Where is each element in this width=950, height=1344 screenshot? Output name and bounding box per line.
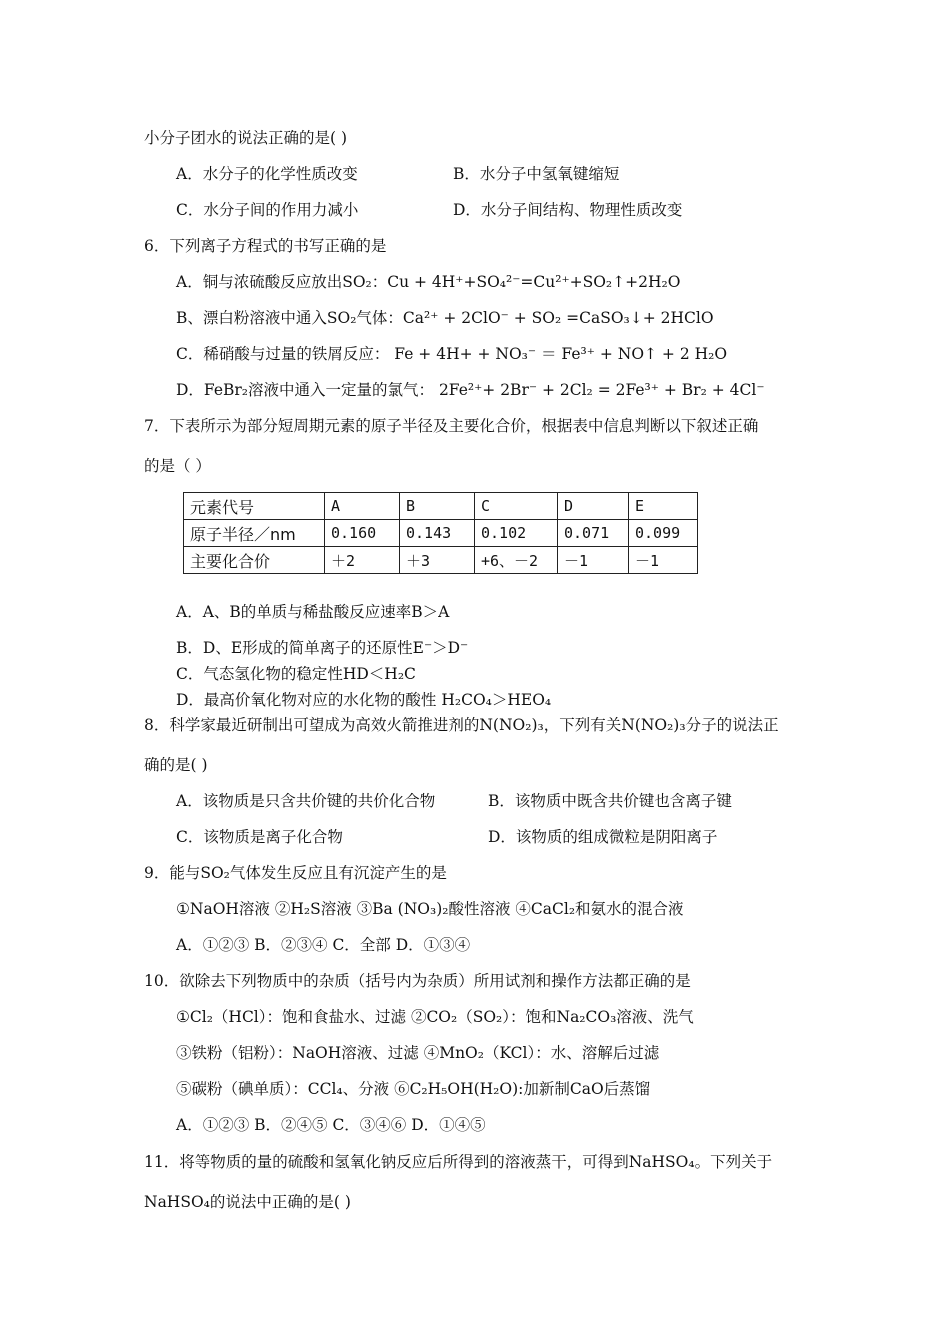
- table-cell: D: [558, 493, 629, 520]
- table-cell: 0.102: [475, 520, 558, 547]
- table-cell: －1: [629, 547, 698, 574]
- table-cell: +6、－2: [475, 547, 558, 574]
- q9-stem: 9．能与SO₂气体发生反应且有沉淀产生的是: [144, 864, 447, 882]
- q10-items-3: ⑤碳粉（碘单质）：CCl₄、分液 ⑥C₂H₅OH(H₂O):加新制CaO后蒸馏: [176, 1080, 651, 1098]
- q7-stem-line2: 的是（ ）: [144, 457, 211, 475]
- q6-option-a: A．铜与浓硫酸反应放出SO₂：Cu + 4H⁺+SO₄²⁻=Cu²⁺+SO₂↑+2H₂O: [176, 273, 681, 291]
- q7-option-d: D．最高价氧化物对应的水化物的酸性 H₂CO₄＞HEO₄: [176, 691, 552, 709]
- q7-option-a: A．A、B的单质与稀盐酸反应速率B＞A: [176, 603, 450, 621]
- table-cell: 主要化合价: [184, 547, 325, 574]
- q9-items: ①NaOH溶液 ②H₂S溶液 ③Ba (NO₃)₂酸性溶液 ④CaCl₂和氨水的混合液: [176, 900, 684, 918]
- q10-options: A．①②③ B．②④⑤ C．③④⑥ D．①④⑤: [176, 1116, 486, 1134]
- q6-option-d: D．FeBr₂溶液中通入一定量的氯气： 2Fe²⁺+ 2Br⁻ + 2Cl₂ = 2Fe³⁺ + Br₂ + 4Cl⁻: [176, 381, 765, 399]
- q7-option-b: B．D、E形成的简单离子的还原性E⁻＞D⁻: [176, 639, 469, 657]
- q5-option-b: B．水分子中氢氧键缩短: [453, 165, 620, 183]
- q8-option-a: A．该物质是只含共价键的共价化合物: [176, 792, 436, 810]
- q11-stem-line2: NaHSO₄的说法中正确的是( ): [144, 1193, 351, 1211]
- table-row: [184, 520, 698, 547]
- q5-option-a: A．水分子的化学性质改变: [176, 165, 358, 183]
- q5-stem: 小分子团水的说法正确的是( ): [144, 129, 348, 147]
- table-cell: 元素代号: [184, 493, 325, 520]
- q8-stem-line2: 确的是( ): [144, 756, 208, 774]
- q10-stem: 10．欲除去下列物质中的杂质（括号内为杂质）所用试剂和操作方法都正确的是: [144, 972, 691, 990]
- q8-option-d: D．该物质的组成微粒是阴阳离子: [488, 828, 718, 846]
- table-cell: 0.143: [400, 520, 475, 547]
- table-cell: －1: [558, 547, 629, 574]
- q9-options: A．①②③ B．②③④ C．全部 D．①③④: [176, 936, 471, 954]
- table-cell: 0.160: [325, 520, 400, 547]
- q7-stem-line1: 7．下表所示为部分短周期元素的原子半径及主要化合价，根据表中信息判断以下叙述正确: [144, 417, 759, 435]
- q6-option-c: C．稀硝酸与过量的铁屑反应： Fe + 4H+ + NO₃⁻ ＝ Fe³⁺ + NO↑ + 2 H₂O: [176, 345, 728, 363]
- q10-items-2: ③铁粉（铝粉）：NaOH溶液、过滤 ④MnO₂（KCl）：水、溶解后过滤: [176, 1044, 660, 1062]
- q8-option-b: B．该物质中既含共价键也含离子键: [488, 792, 732, 810]
- table-cell: 0.071: [558, 520, 629, 547]
- q10-items-1: ①Cl₂（HCl）：饱和食盐水、过滤 ②CO₂（SO₂）：饱和Na₂CO₃溶液、洗气: [176, 1008, 694, 1026]
- q8-option-c: C．该物质是离子化合物: [176, 828, 343, 846]
- q6-stem: 6．下列离子方程式的书写正确的是: [144, 237, 387, 255]
- q6-option-b: B、漂白粉溶液中通入SO₂气体：Ca²⁺ + 2ClO⁻ + SO₂ =CaSO₃↓+ 2HClO: [176, 309, 714, 327]
- table-row: [184, 547, 698, 574]
- q7-option-c: C．气态氢化物的稳定性HD＜H₂C: [176, 665, 416, 683]
- table-cell: ＋3: [400, 547, 475, 574]
- table-cell: 0.099: [629, 520, 698, 547]
- table-cell: E: [629, 493, 698, 520]
- table-cell: ＋2: [325, 547, 400, 574]
- element-table: [183, 492, 698, 574]
- q5-option-d: D．水分子间结构、物理性质改变: [453, 201, 683, 219]
- table-cell: B: [400, 493, 475, 520]
- table-cell: 原子半径／nm: [184, 520, 325, 547]
- q11-stem-line1: 11．将等物质的量的硫酸和氢氧化钠反应后所得到的溶液蒸干，可得到NaHSO₄。下列关于: [144, 1153, 773, 1171]
- q8-stem-line1: 8．科学家最近研制出可望成为高效火箭推进剂的N(NO₂)₃，下列有关N(NO₂)₃分子的说法正: [144, 716, 779, 734]
- q5-option-c: C．水分子间的作用力减小: [176, 201, 359, 219]
- table-cell: A: [325, 493, 400, 520]
- table-cell: C: [475, 493, 558, 520]
- table-row: [184, 493, 698, 520]
